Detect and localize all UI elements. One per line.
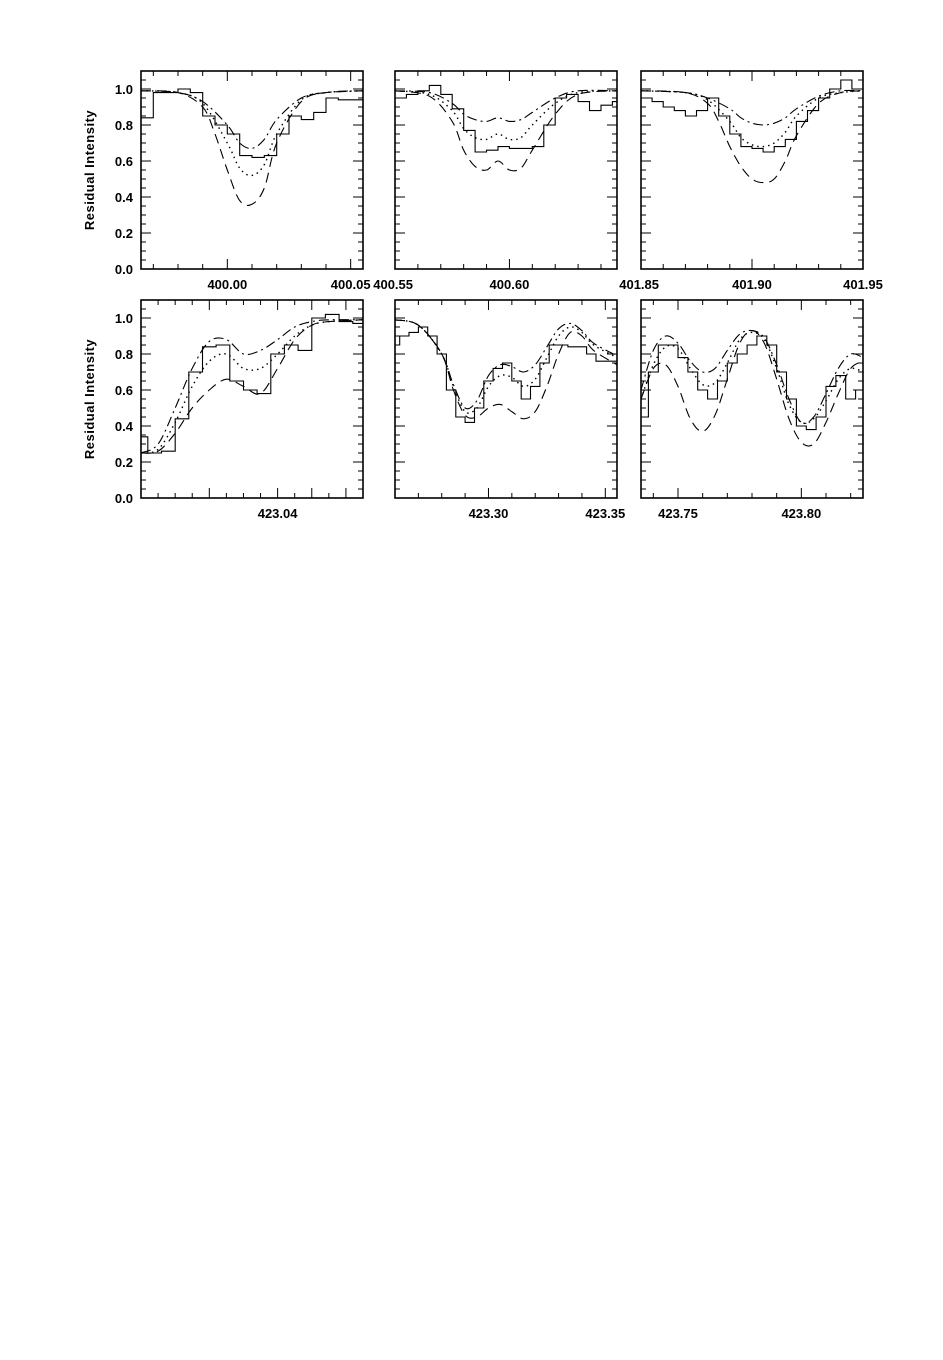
y-tick-label: 0.6 bbox=[114, 383, 133, 398]
series-dashed-line bbox=[141, 91, 363, 206]
series-dashdot-line bbox=[395, 90, 617, 121]
x-tick-label: 400.00 bbox=[207, 277, 248, 292]
x-tick-label: 400.05 bbox=[330, 277, 371, 292]
panel-1 bbox=[82, 71, 371, 292]
series-dotted-line bbox=[641, 332, 863, 423]
y-tick-label: 0.2 bbox=[114, 455, 133, 470]
y-tick-label: 1.0 bbox=[114, 82, 133, 97]
panel-6 bbox=[641, 300, 863, 521]
y-tick-label: 0.4 bbox=[114, 419, 133, 434]
x-tick-label: 423.80 bbox=[781, 506, 822, 521]
y-axis-label: Residual Intensity bbox=[82, 338, 97, 460]
y-tick-label: 0.8 bbox=[114, 118, 133, 133]
y-tick-label: 1.0 bbox=[114, 311, 133, 326]
x-tick-label: 423.04 bbox=[257, 506, 298, 521]
panel-2 bbox=[373, 71, 617, 292]
series-dashed-line bbox=[141, 320, 363, 453]
series-dotted-line bbox=[141, 91, 363, 176]
series-dashed-line bbox=[395, 320, 617, 419]
y-tick-label: 0.4 bbox=[114, 190, 133, 205]
series-dotted-line bbox=[395, 320, 617, 413]
x-tick-label: 423.35 bbox=[585, 506, 626, 521]
y-tick-label: 0.2 bbox=[114, 226, 133, 241]
y-tick-label: 0.0 bbox=[114, 262, 133, 277]
panel-frame bbox=[641, 71, 863, 269]
panel-frame bbox=[395, 300, 617, 498]
series-dashdot-line bbox=[141, 320, 363, 453]
series-dashdot-line bbox=[141, 91, 363, 149]
series-solid-line bbox=[141, 89, 363, 157]
series-dashed-line bbox=[641, 331, 863, 446]
x-tick-label: 400.60 bbox=[489, 277, 530, 292]
series-dashdot-line bbox=[395, 320, 617, 409]
y-tick-label: 0.0 bbox=[114, 491, 133, 506]
x-tick-label: 423.30 bbox=[468, 506, 509, 521]
panel-frame bbox=[141, 71, 363, 269]
x-tick-label: 401.90 bbox=[732, 277, 772, 292]
x-tick-label: 400.55 bbox=[373, 277, 413, 292]
x-tick-label: 423.75 bbox=[658, 506, 698, 521]
panel-4 bbox=[82, 300, 363, 521]
panel-5 bbox=[395, 300, 625, 521]
y-tick-label: 0.6 bbox=[114, 154, 133, 169]
series-dotted-line bbox=[641, 91, 863, 147]
panel-frame bbox=[141, 300, 363, 498]
panel-frame bbox=[641, 300, 863, 498]
panel-3 bbox=[619, 71, 883, 292]
y-tick-label: 0.8 bbox=[114, 347, 133, 362]
series-solid-line bbox=[641, 80, 863, 152]
series-solid-line bbox=[141, 314, 363, 453]
x-tick-label: 401.85 bbox=[619, 277, 659, 292]
series-solid-line bbox=[395, 327, 617, 422]
series-dashed-line bbox=[641, 91, 863, 183]
series-dotted-line bbox=[395, 91, 617, 140]
series-solid-line bbox=[641, 336, 863, 430]
series-dashed-line bbox=[395, 91, 617, 171]
series-dotted-line bbox=[141, 320, 363, 453]
y-axis-label: Residual Intensity bbox=[82, 109, 97, 231]
panel-frame bbox=[395, 71, 617, 269]
x-tick-label: 401.95 bbox=[843, 277, 883, 292]
series-dashdot-line bbox=[641, 330, 863, 423]
